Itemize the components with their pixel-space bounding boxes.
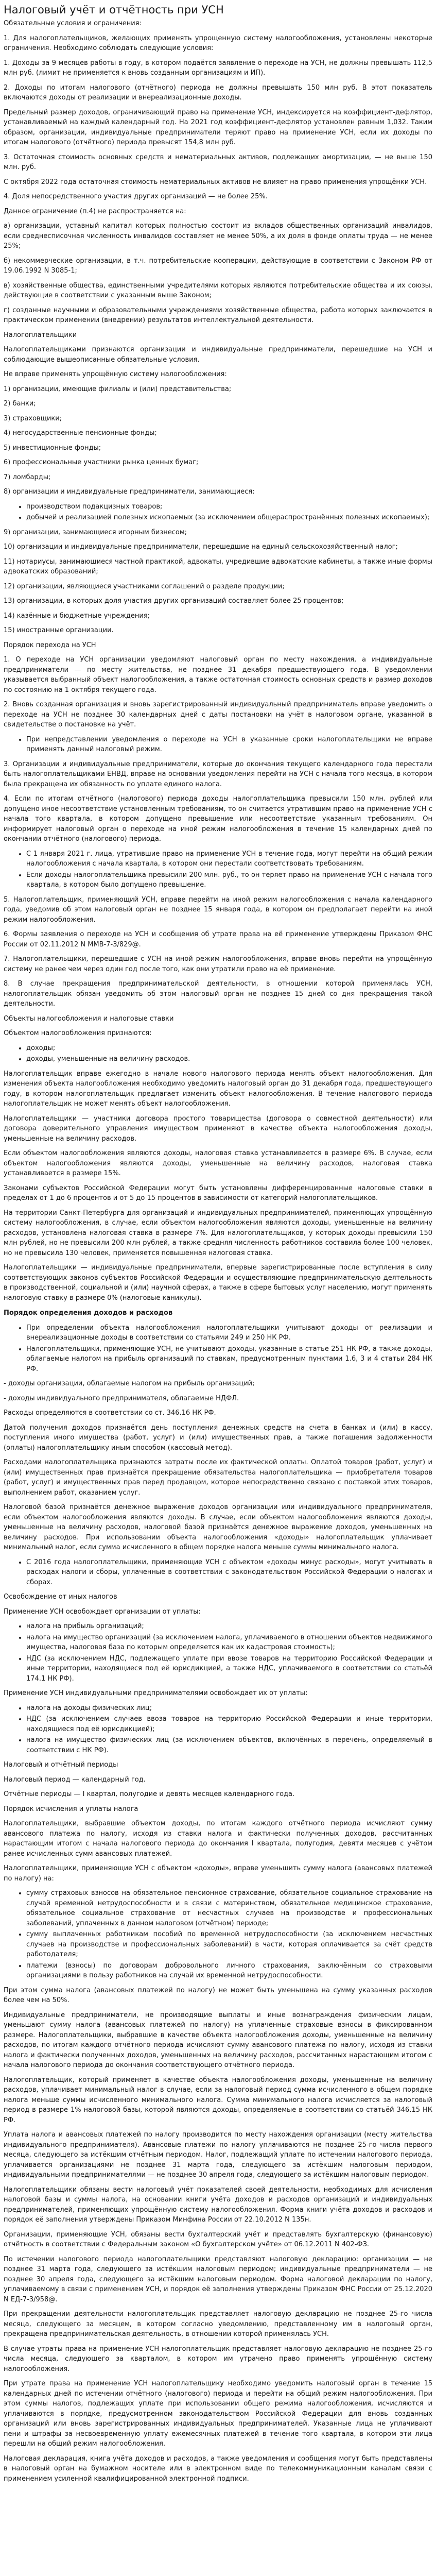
text-block — [4, 625, 432, 636]
text-block — [4, 1502, 432, 1553]
text-block — [4, 640, 432, 651]
paragraph: Расходами налогоплательщика признаются затраты после их фактической оплаты. Оплатой товаров (работ, услуг) и (или) имущественных прав признаётся прекращение обязательства налогоплательщика — приобретателя товаров (работ, услуг) и имущественных прав перед продавцом, которое непосредственно связано с поставкой этих товаров, выполнением работ, оказанием услуг. — [4, 1459, 432, 1497]
text-block — [4, 1043, 432, 1064]
text-block — [4, 2010, 432, 2071]
text-block — [4, 1183, 432, 1204]
list-item: • налога на прибыль организаций; — [26, 1621, 432, 1632]
text-block — [4, 33, 432, 54]
text-block — [4, 2130, 432, 2180]
paragraph: Отчётные периоды — I квартал, полугодие и девять месяцев календарного года. — [4, 1790, 295, 1799]
paragraph: 1. Для налогоплательщиков, желающих применять упрощенную систему налогообложения, установлены некоторые ограничения. Необходимо соблюдать следующие условия: — [4, 34, 432, 53]
text-block — [4, 58, 432, 78]
page-title: Налоговый учёт и отчётность при УСН — [4, 4, 224, 16]
text-block — [4, 954, 432, 974]
text-block — [4, 700, 432, 730]
paragraph: С октября 2022 года остаточная стоимость нематериальных активов не влияет на право применения упрощёнки УСН. — [4, 178, 427, 186]
text-block — [4, 1621, 432, 1684]
text-block — [4, 596, 432, 606]
text-block — [4, 1308, 432, 1318]
paragraph: При утрате права на применение УСН налогоплательщику необходимо уведомить налоговый орган в течение 15 календарных дней по истечении отчётного (налогового) периода и перейти на общий режим налогообложения. При этом суммы налогов, подлежащих уплате при использовании общего режима налогообложения, исчисляются и уплачиваются в порядке, предусмотренном законодательством Российской Федерации для вновь созданных организаций или вновь зарегистрированных индивидуальных предпринимателей. Указанные лица не уплачивают пени и штрафы за несвоевременную уплату ежемесячных платежей в течение того квартала, в котором эти лица перешли на общий режим налогообложения. — [4, 2380, 432, 2448]
paragraph: Налогоплательщики — [4, 331, 77, 339]
paragraph: 3. Организации и индивидуальные предприниматели, которые до окончания текущего календарного года перестали быть налогоплательщиками ЕНВД, вправе на основании уведомления перейти на УСН с начала того месяца, в котором была прекращена их обязанность по уплате единого налога. — [4, 760, 432, 788]
paragraph: 2) банки; — [4, 400, 36, 408]
text-block — [4, 1423, 432, 1453]
text-block — [4, 108, 432, 148]
bullet-list — [4, 1621, 432, 1684]
paragraph: 11) нотариусы, занимающиеся частной практикой, адвокаты, учредившие адвокатские кабинеты, а также иные формы адвокатских образований; — [4, 557, 432, 576]
text-block — [4, 414, 432, 424]
paragraph: - доходы организации, облагаемые налогом на прибыль организаций; — [4, 1380, 255, 1388]
paragraph: Применение УСН освобождает организации от уплаты: — [4, 1607, 201, 1616]
text-block — [4, 1394, 432, 1404]
text-block — [4, 2185, 432, 2225]
paragraph: 2. Доходы по итогам налогового (отчётного) периода не должны превышать 150 млн руб. В этот показатель включаются доходы от реализации и внереализационные доходы. — [4, 83, 432, 102]
list-item: • сумму страховых взносов на обязательное пенсионное страхование, обязательное социальное страхование на случай временной нетрудоспособности и в связи с материнством, обязательное медицинское страхование, обязательное социальное страхование от несчастных случаев на производстве и профессиональных заболеваний, уплаченных в данном налоговом (отчётном) периоде; — [26, 1888, 432, 1928]
text-block — [4, 384, 432, 395]
text-block — [4, 2255, 432, 2305]
text-block — [4, 1789, 432, 1800]
text-block — [4, 895, 432, 925]
text-block — [4, 1986, 432, 2006]
paragraph: Налогоплательщики, выбравшие объектом доходы, по итогам каждого отчётного периода исчисляют сумму авансового платежа по налогу, исходя из ставки налога и фактически полученных доходов, рассчитанных нарастающим итогом с начала налогового периода до окончания I квартала, полугодия, девяти месяцев с учётом ранее исчисленных сумм авансовых платежей. — [4, 1820, 432, 1858]
list-item: • производством подакцизных товаров; — [26, 502, 432, 512]
list-item: • С 2016 года налогоплательщики, применяющие УСН с объектом «доходы минус расходы», могут учитывать в расходах налоги и сборы, уплаченные в соответствии с законодательством Российской Федерации о налогах и сборах. — [26, 1557, 432, 1588]
text-block — [4, 177, 432, 188]
text-block — [4, 443, 432, 453]
text-block — [4, 1263, 432, 1303]
paragraph: Организации, применяющие УСН, обязаны вести бухгалтерский учёт и представлять бухгалтерскую (финансовую) отчётность в соответствии с Федеральным законом «О бухгалтерском учёте» от 06.12.2011 N 402-ФЗ. — [4, 2230, 432, 2249]
text-block — [4, 281, 432, 301]
text-block — [4, 428, 432, 438]
paragraph: Налогоплательщиками признаются организации и индивидуальные предприниматели, перешедшие на УСН и соблюдающие вышеописанные обязательные условия. — [4, 346, 432, 364]
paragraph: Налоговый период — календарный год. — [4, 1775, 146, 1784]
section-heading: Порядок определения доходов и расходов — [4, 1309, 173, 1317]
text-block — [4, 929, 432, 950]
text-block — [4, 1607, 432, 1617]
paragraph: г) созданные научными и образовательными учреждениями хозяйственные общества, работа которых заключается в практическом применении (внедрении) результатов интеллектуальной деятельности. — [4, 306, 432, 325]
paragraph: Налогоплательщик вправе ежегодно в начале нового налогового периода менять объект налогообложения. Для изменения объекта налогообложения необходимо уведомить налоговый орган до 31 декабря года, предшествующего году, в котором налогоплательщик предлагает изменить объект налогообложения. В течение налогового периода налогоплательщик не может менять объект налогообложения. — [4, 1070, 432, 1108]
paragraph: Объектом налогообложения признаются: — [4, 1029, 152, 1038]
text-block — [4, 1028, 432, 1039]
text-block — [4, 1557, 432, 1588]
paragraph: 5) инвестиционные фонды; — [4, 444, 101, 452]
paragraph: Налогоплательщики — индивидуальные предприниматели, впервые зарегистрированные после вступления в силу соответствующих законов субъектов Российской Федерации и осуществляющие предпринимательскую деятельность в производственной, социальной и (или) научной сферах, а также в сфере бытовых услуг населению, могут применять налоговую ставку в размере 0% (налоговые каникулы). — [4, 1264, 432, 1302]
text-block — [4, 152, 432, 173]
paragraph: 7. Налогоплательщики, перешедшие с УСН на иной режим налогообложения, вправе вновь перейти на упрощённую систему не ранее чем через один год после того, как они утратили право на её применение. — [4, 955, 432, 973]
paragraph: Если объектом налогообложения являются доходы, налоговая ставка устанавливается в размере 6%. В случае, если объектом налогообложения являются доходы, уменьшенные на величину расходов, налоговая ставка устанавливается в размере 15%. — [4, 1149, 432, 1178]
text-block — [4, 1863, 432, 1884]
text-block — [4, 611, 432, 621]
paragraph: Порядок исчисления и уплаты налога — [4, 1805, 138, 1813]
text-block — [4, 794, 432, 844]
text-block — [4, 1458, 432, 1498]
document-body — [4, 19, 432, 2484]
list-item: • Если доходы налогоплательщика превысили 200 млн. руб., то он теряет право на применение УСН с начала того квартала, в котором было допущено превышение. — [26, 870, 432, 890]
text-block — [4, 345, 432, 365]
paragraph: На территории Санкт-Петербурга для организаций и индивидуальных предпринимателей, применяющих упрощённую систему налогообложения, в случае, если объектом налогообложения являются доходы, уменьшенные на величину расходов, установлена налоговая ставка в размере 7%. Для налогоплательщиков, у которых доходы превысили 150 млн рублей, но не превысили 200 млн рублей, а также средняя численность работников составила более 100 человек, но не превысила 130 человек, применяется повышенная налоговая ставка. — [4, 1209, 432, 1257]
bullet-list — [4, 1557, 432, 1588]
paragraph: При этом сумма налога (авансовых платежей по налогу) не может быть уменьшена на сумму указанных расходов более чем на 50%. — [4, 1986, 432, 2005]
paragraph: 3) страховщики; — [4, 414, 62, 422]
paragraph: Данное ограничение (п.4) не распространяется на: — [4, 207, 186, 215]
text-block — [4, 207, 432, 217]
text-block — [4, 1888, 432, 1981]
text-block — [4, 221, 432, 251]
text-block — [4, 457, 432, 468]
list-item: • НДС (за исключением случаев ввоза товаров на территорию Российской Федерации и иные территории, находящиеся под её юрисдикцией); — [26, 1714, 432, 1734]
list-item: • С 1 января 2021 г. лица, утратившие право на применение УСН в течение года, могут перейти на общий режим налогообложения с начала квартала, в котором они перестали соответствовать требованиям. — [26, 849, 432, 869]
paragraph: Налогоплательщики обязаны вести налоговый учёт показателей своей деятельности, необходимых для исчисления налоговой базы и суммы налога, на основании книги учёта доходов и расходов организаций и индивидуальных предпринимателей, применяющих упрощённую систему налогообложения. Форма книги учёта доходов и расходов и порядок её заполнения утверждены Приказом Минфина России от 22.10.2012 N 135н. — [4, 2185, 432, 2224]
paragraph: В случае утраты права на применение УСН налогоплательщик представляет налоговую декларацию не позднее 25-го числа месяца, следующего за кварталом, в котором им утрачено право применять упрощённую систему налогообложения. — [4, 2345, 432, 2373]
text-block — [4, 306, 432, 326]
paragraph: 13) организации, в которых доля участия других организаций составляет более 25 процентов; — [4, 597, 344, 605]
text-block — [4, 1408, 432, 1418]
text-block — [4, 542, 432, 552]
paragraph: 10) организации и индивидуальные предприниматели, перешедшие на единый сельскохозяйственный налог; — [4, 543, 398, 551]
paragraph: а) организации, уставный капитал которых полностью состоит из вкладов общественных организаций инвалидов, если среднесписочная численность инвалидов составляет не менее 50%, а их доля в фонде оплаты труда — не менее 25%; — [4, 222, 432, 250]
paragraph: Уплата налога и авансовых платежей по налогу производится по месту нахождения организации (месту жительства индивидуального предпринимателя). Авансовые платежи по налогу уплачиваются не позднее 25-го числа первого месяца, следующего за истёкшим отчётным периодом. Налог, подлежащий уплате по истечении налогового периода, уплачивается организациями не позднее 31 марта года, следующего за истёкшим налоговым периодом, индивидуальными предпринимателями — не позднее 30 апреля года, следующего за истёкшим налоговым периодом. — [4, 2131, 432, 2179]
list-item: • доходы; — [26, 1043, 432, 1054]
text-block — [4, 1819, 432, 1859]
paragraph: 4. Доля непосредственного участия других организаций — не более 25%. — [4, 193, 268, 201]
text-block — [4, 472, 432, 483]
paragraph: 7) ломбарды; — [4, 473, 51, 481]
text-block — [4, 1208, 432, 1259]
bullet-list — [4, 735, 432, 755]
paragraph: По истечении налогового периода налогоплательщики представляют налоговую декларацию: организации — не позднее 31 марта года, следующего за истёкшим налоговым периодом; индивидуальные предприниматели — не позднее 30 апреля года, следующего за истёкшим налоговым периодом. Форма налоговой декларации по налогу, уплачиваемому в связи с применением УСН, и порядок её заполнения утверждены Приказом ФНС России от 25.12.2020 N ЕД-7-3/958@. — [4, 2255, 432, 2303]
list-item: • Налогоплательщики, применяющие УСН, не учитывают доходы, указанные в статье 251 НК РФ, а также доходы, облагаемые налогом на прибыль организаций по ставкам, предусмотренным пунктами 1.6, 3 и 4 статьи 284 НК РФ. — [26, 1344, 432, 1375]
bullet-list — [4, 1888, 432, 1981]
paragraph: Налогоплательщики, применяющие УСН с объектом «доходы», вправе уменьшить сумму налога (авансовых платежей по налогу) на: — [4, 1865, 432, 1883]
document — [4, 0, 432, 2501]
paragraph: Индивидуальные предприниматели, не производящие выплаты и иные вознаграждения физическим лицам, уменьшают сумму налога (авансовых платежей по налогу) на уплаченные страховые взносы в фиксированном размере. Налогоплательщики, выбравшие в качестве объекта налогообложения доходы, уменьшенные на величину расходов, по итогам каждого отчётного периода исчисляют сумму авансового платежа по налогу, исходя из ставки налога и фактически полученных доходов, уменьшенных на величину расходов, рассчитанных нарастающим итогом с начала налогового периода до окончания соответствующего отчётного периода. — [4, 2011, 432, 2070]
text-block — [4, 487, 432, 497]
paragraph: 4. Если по итогам отчётного (налогового) периода доходы налогоплательщика превысили 150 млн. рублей или допущено иное несоответствие установленным требованиям, то он считается утратившим право на применение УСН с начала того квартала, в котором допущено превышение или несоответствие указанным требованиям. Он информирует налоговый орган о переходе на иной режим налогообложения в течение 15 календарных дней по окончании отчётного (налогового) периода. — [4, 795, 432, 843]
text-block — [4, 1775, 432, 1785]
paragraph: Объекты налогообложения и налоговые ставки — [4, 1014, 174, 1023]
paragraph: - доходы индивидуального предпринимателя, облагаемые НДФЛ. — [4, 1394, 239, 1402]
paragraph: Налоговая декларация, книга учёта доходов и расходов, а также уведомления и сообщения могут быть представлены в налоговый орган на бумажном носителе или в электронном виде по телекоммуникационным каналам связи с применением усиленной квалифицированной электронной подписи. — [4, 2454, 432, 2483]
paragraph: Налоговой базой признаётся денежное выражение доходов организации или индивидуального предпринимателя, если объектом налогообложения являются доходы. В случае, если объектом налогообложения являются доходы, уменьшенные на величину расходов, налоговой базой признаётся денежное выражение доходов, уменьшенных на величину расходов. При использовании объекта налогообложения «доходы» налогоплательщик уплачивает минимальный налог, если сумма исчисленного в общем порядке налога меньше суммы минимального налога. — [4, 1503, 432, 1552]
paragraph: 2. Вновь созданная организация и вновь зарегистрированный индивидуальный предприниматель вправе уведомить о переходе на УСН не позднее 30 календарных дней с даты постановки на учёт в налоговом органе, указанной в свидетельстве о постановке на учёт. — [4, 701, 432, 729]
list-item: • налога на доходы физических лиц; — [26, 1703, 432, 1714]
text-block — [4, 1688, 432, 1699]
paragraph: 9) организации, занимающиеся игорным бизнесом; — [4, 528, 187, 536]
text-block — [4, 1703, 432, 1756]
text-block — [4, 557, 432, 577]
list-item: • платежи (взносы) по договорам добровольного личного страхования, заключённым со страховыми организациями в пользу работников на случай их временной нетрудоспособности. — [26, 1961, 432, 1981]
text-block — [4, 1804, 432, 1815]
text-block — [4, 1379, 432, 1389]
paragraph: 8) организации и индивидуальные предприниматели, занимающиеся: — [4, 488, 255, 496]
text-block — [4, 1148, 432, 1179]
paragraph: 5. Налогоплательщик, применяющий УСН, вправе перейти на иной режим налогообложения с начала календарного года, уведомив об этом налоговый орган не позднее 15 января года, в котором он предполагает перейти на иной режим налогообложения. — [4, 895, 432, 924]
paragraph: Порядок перехода на УСН — [4, 641, 96, 649]
text-block — [4, 2344, 432, 2375]
paragraph: Не вправе применять упрощённую систему налогообложения: — [4, 370, 227, 379]
text-block — [4, 582, 432, 592]
paragraph: Законами субъектов Российской Федерации могут быть установлены дифференцированные налоговые ставки в пределах от 1 до 6 процентов и от 5 до 15 процентов в зависимости от категорий налогоплательщиков. — [4, 1184, 432, 1202]
text-block — [4, 759, 432, 790]
text-block — [4, 655, 432, 695]
text-block — [4, 2379, 432, 2449]
bullet-list — [4, 849, 432, 890]
paragraph: 6. Формы заявления о переходе на УСН и сообщения об утрате права на её применение утверждены Приказом ФНС России от 02.11.2012 N ММВ-7-3/829@. — [4, 930, 432, 948]
text-block — [4, 1069, 432, 1109]
bullet-list — [4, 1703, 432, 1756]
text-block — [4, 1114, 432, 1144]
paragraph: Обязательные условия и ограничения: — [4, 20, 142, 28]
paragraph: 1) организации, имеющие филиалы и (или) представительства; — [4, 385, 232, 393]
list-item: • добычей и реализацией полезных ископаемых (за исключением общераспространённых полезных ископаемых); — [26, 513, 432, 523]
bullet-list — [4, 1043, 432, 1064]
paragraph: 12) организации, являющиеся участниками соглашений о разделе продукции; — [4, 582, 285, 590]
paragraph: 8. В случае прекращения предпринимательской деятельности, в отношении которой применялась УСН, налогоплательщик обязан уведомить об этом налоговый орган не позднее 15 дней со дня прекращения такой деятельности. — [4, 980, 432, 1008]
text-block — [4, 369, 432, 380]
text-block — [4, 192, 432, 202]
paragraph: Предельный размер доходов, ограничивающий право на применение УСН, индексируется на коэффициент-дефлятор, устанавливаемый на каждый календарный год. На 2021 год коэффициент-дефлятор установлен равным 1,032. Таким образом, организации, индивидуальные предприниматели теряют право на применение УСН, если их доходы по итогам налогового (отчётного) периода превысят 154,8 млн руб. — [4, 108, 432, 147]
paragraph: 1. Доходы за 9 месяцев работы в году, в котором подаётся заявление о переходе на УСН, не должны превышать 112,5 млн руб. (лимит не применяется к вновь созданным организациям и ИП). — [4, 59, 432, 77]
paragraph: Налоговый и отчётный периоды — [4, 1761, 118, 1769]
bullet-list — [4, 502, 432, 523]
text-block — [4, 2309, 432, 2340]
text-block — [4, 2454, 432, 2484]
paragraph: Датой получения доходов признаётся день поступления денежных средств на счета в банках и (или) в кассу, поступления иного имущества (работ, услуг) и (или) имущественных прав, а также погашения задолженности (оплаты) налогоплательщику иным способом (кассовый метод). — [4, 1423, 432, 1452]
text-block — [4, 1760, 432, 1770]
list-item: • налога на имущество физических лиц (за исключением объектов, включённых в перечень, определяемый в соответствии с НК РФ). — [26, 1735, 432, 1755]
text-block — [4, 1592, 432, 1602]
list-item: • НДС (за исключением НДС, подлежащего уплате при ввозе товаров на территорию Российской Федерации и иные территории, находящиеся под её юрисдикцией, а также НДС, уплачиваемого в соответствии со статьёй 174.1 НК РФ). — [26, 1654, 432, 1684]
list-item: • доходы, уменьшенные на величину расходов. — [26, 1054, 432, 1064]
text-block — [4, 528, 432, 538]
paragraph: Налогоплательщики — участники договора простого товарищества (договора о совместной деятельности) или договора доверительного управления имуществом применяют в качестве объекта налогообложения доходы, уменьшенные на величину расходов. — [4, 1114, 432, 1143]
paragraph: 15) иностранные организации. — [4, 626, 114, 635]
paragraph: Освобождение от иных налогов — [4, 1593, 117, 1601]
list-item: • При непредставлении уведомления о переходе на УСН в указанные сроки налогоплательщики не вправе применять данный налоговый режим. — [26, 735, 432, 755]
paragraph: 14) казённые и бюджетные учреждения; — [4, 612, 150, 620]
paragraph: 1. О переходе на УСН организации уведомляют налоговый орган по месту нахождения, а индивидуальные предприниматели — по месту жительства, не позднее 31 декабря предшествующего года. В уведомлении указывается выбранный объект налогообложения, а также остаточная стоимость основных средств и размер доходов по состоянию на 1 октября текущего года. — [4, 656, 432, 694]
text-block — [4, 330, 432, 341]
text-block — [4, 502, 432, 523]
text-block — [4, 1014, 432, 1024]
text-block — [4, 2230, 432, 2250]
text-block — [4, 735, 432, 755]
paragraph: 4) негосударственные пенсионные фонды; — [4, 429, 157, 437]
paragraph: Налогоплательщик, который применяет в качестве объекта налогообложения доходы, уменьшенные на величину расходов, уплачивает минимальный налог в случае, если за налоговый период сумма исчисленного в общем порядке налога меньше суммы исчисленного минимального налога. Сумма минимального налога исчисляется за налоговый период в размере 1% налоговой базы, которой являются доходы, определяемые в соответствии со статьёй 346.15 НК РФ. — [4, 2076, 432, 2124]
text-block — [4, 979, 432, 1009]
list-item: • сумму выплаченных работникам пособий по временной нетрудоспособности (за исключением несчастных случаев на производстве и профессиональных заболеваний) в части, которая оплачивается за счёт средств работодателя; — [26, 1929, 432, 1960]
paragraph: в) хозяйственные общества, единственными учредителями которых являются потребительские общества и их союзы, действующие в соответствии с указанным выше Законом; — [4, 281, 432, 300]
list-item: • При определении объекта налогообложения налогоплательщики учитывают доходы от реализации и внереализационные доходы в соответствии со статьями 249 и 250 НК РФ. — [26, 1323, 432, 1343]
text-block — [4, 1323, 432, 1375]
paragraph: Применение УСН индивидуальными предпринимателями освобождает их от уплаты: — [4, 1689, 308, 1698]
text-block — [4, 83, 432, 103]
paragraph: б) некоммерческие организации, в т.ч. потребительские кооперации, действующие в соответствии с Законом РФ от 19.06.1992 N 3085-1; — [4, 257, 432, 275]
text-block — [4, 399, 432, 409]
text-block — [4, 849, 432, 890]
text-block — [4, 2075, 432, 2126]
paragraph: 6) профессиональные участники рынка ценных бумаг; — [4, 459, 199, 467]
bullet-list — [4, 1323, 432, 1375]
paragraph: Расходы определяются в соответствии со ст. 346.16 НК РФ. — [4, 1409, 216, 1417]
paragraph: При прекращении деятельности налогоплательщик представляет налоговую декларацию не позднее 25-го числа месяца, следующего за месяцем, в котором согласно уведомлению, представленному им в налоговый орган, прекращена предпринимательская деятельность, в отношении которой применялась УСН. — [4, 2310, 432, 2338]
text-block — [4, 19, 432, 29]
text-block — [4, 256, 432, 276]
paragraph: 3. Остаточная стоимость основных средств и нематериальных активов, подлежащих амортизации, — не выше 150 млн. руб. — [4, 153, 432, 172]
list-item: • налога на имущество организаций (за исключением налога, уплачиваемого в отношении объектов недвижимого имущества, налоговая база по которым определяется как их кадастровая стоимость); — [26, 1633, 432, 1653]
